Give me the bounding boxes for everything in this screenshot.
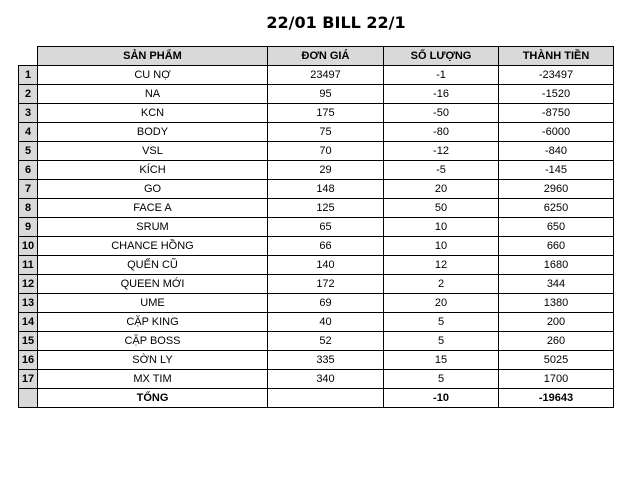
price-cell[interactable]: 66	[268, 237, 384, 256]
amount-cell[interactable]: -840	[499, 142, 614, 161]
amount-cell[interactable]: 650	[499, 218, 614, 237]
table-row	[19, 142, 614, 161]
table-row	[19, 275, 614, 294]
header-product[interactable]: SẢN PHẨM	[38, 47, 268, 66]
row-index-cell[interactable]: 4	[19, 123, 38, 142]
price-cell[interactable]: 40	[268, 313, 384, 332]
table-row	[19, 351, 614, 370]
qty-cell[interactable]: 5	[384, 313, 499, 332]
price-cell[interactable]: 65	[268, 218, 384, 237]
price-cell[interactable]: 75	[268, 123, 384, 142]
qty-cell[interactable]: 5	[384, 370, 499, 389]
qty-cell[interactable]: 12	[384, 256, 499, 275]
row-index-cell[interactable]	[19, 389, 38, 408]
row-index-cell[interactable]: 8	[19, 199, 38, 218]
amount-cell[interactable]: 1680	[499, 256, 614, 275]
price-cell[interactable]: 175	[268, 104, 384, 123]
row-index-cell[interactable]: 1	[19, 66, 38, 85]
amount-cell[interactable]: 260	[499, 332, 614, 351]
product-cell[interactable]: MX TIM	[38, 370, 268, 389]
table-row	[19, 294, 614, 313]
qty-cell[interactable]: -1	[384, 66, 499, 85]
product-cell[interactable]: CU NỢ	[38, 66, 268, 85]
qty-cell[interactable]: 2	[384, 275, 499, 294]
qty-cell[interactable]: 50	[384, 199, 499, 218]
qty-cell[interactable]: -12	[384, 142, 499, 161]
table-row	[19, 180, 614, 199]
row-index-cell[interactable]: 15	[19, 332, 38, 351]
price-cell[interactable]: 140	[268, 256, 384, 275]
price-cell[interactable]: 340	[268, 370, 384, 389]
amount-cell[interactable]: 5025	[499, 351, 614, 370]
amount-cell[interactable]: 6250	[499, 199, 614, 218]
header-amount[interactable]: THÀNH TIỀN	[499, 47, 614, 66]
bill-table	[18, 46, 614, 408]
qty-cell[interactable]: 10	[384, 218, 499, 237]
table-row	[19, 256, 614, 275]
price-cell[interactable]: 69	[268, 294, 384, 313]
price-cell[interactable]: 148	[268, 180, 384, 199]
header-price[interactable]: ĐƠN GIÁ	[268, 47, 384, 66]
table-body	[19, 66, 614, 389]
table-row	[19, 104, 614, 123]
row-index-cell[interactable]: 14	[19, 313, 38, 332]
qty-cell[interactable]: 15	[384, 351, 499, 370]
product-cell[interactable]: CẶP KING	[38, 313, 268, 332]
qty-cell[interactable]: 10	[384, 237, 499, 256]
price-cell[interactable]: 95	[268, 85, 384, 104]
product-cell[interactable]: SRUM	[38, 218, 268, 237]
product-cell[interactable]: NA	[38, 85, 268, 104]
table-row	[19, 237, 614, 256]
table-row	[19, 370, 614, 389]
total-amount[interactable]: -19643	[499, 389, 614, 408]
qty-cell[interactable]: -16	[384, 85, 499, 104]
price-cell[interactable]: 23497	[268, 66, 384, 85]
qty-cell[interactable]: -5	[384, 161, 499, 180]
product-cell[interactable]: SỜN LY	[38, 351, 268, 370]
amount-cell[interactable]: 200	[499, 313, 614, 332]
amount-cell[interactable]: 1700	[499, 370, 614, 389]
table-row	[19, 332, 614, 351]
product-cell[interactable]: QUEEN MỚI	[38, 275, 268, 294]
header-row	[19, 47, 614, 66]
product-cell[interactable]: QUẾN CŨ	[38, 256, 268, 275]
qty-cell[interactable]: 20	[384, 294, 499, 313]
product-cell[interactable]: VSL	[38, 142, 268, 161]
price-cell[interactable]: 335	[268, 351, 384, 370]
row-index-cell[interactable]: 11	[19, 256, 38, 275]
product-cell[interactable]: KÍCH	[38, 161, 268, 180]
amount-cell[interactable]: 344	[499, 275, 614, 294]
total-row	[19, 389, 614, 408]
total-price-cell[interactable]	[268, 389, 384, 408]
amount-cell[interactable]: -6000	[499, 123, 614, 142]
amount-cell[interactable]: 2960	[499, 180, 614, 199]
header-qty[interactable]: SỐ LƯỢNG	[384, 47, 499, 66]
qty-cell[interactable]: -50	[384, 104, 499, 123]
row-index-cell[interactable]: 12	[19, 275, 38, 294]
product-cell[interactable]: CHANCE HỒNG	[38, 237, 268, 256]
corner-cell	[19, 47, 38, 66]
page-title: 22/01 BILL 22/1	[266, 13, 406, 32]
product-cell[interactable]: FACE A	[38, 199, 268, 218]
row-index-cell[interactable]: 6	[19, 161, 38, 180]
product-cell[interactable]: BODY	[38, 123, 268, 142]
qty-cell[interactable]: 20	[384, 180, 499, 199]
price-cell[interactable]: 70	[268, 142, 384, 161]
product-cell[interactable]: GO	[38, 180, 268, 199]
table-row	[19, 85, 614, 104]
table-row	[19, 66, 614, 85]
total-label[interactable]: TỔNG	[38, 389, 268, 408]
row-index-cell[interactable]: 2	[19, 85, 38, 104]
row-index-cell[interactable]: 5	[19, 142, 38, 161]
row-index-cell[interactable]: 16	[19, 351, 38, 370]
amount-cell[interactable]: -145	[499, 161, 614, 180]
price-cell[interactable]: 52	[268, 332, 384, 351]
product-cell[interactable]: CẶP BOSS	[38, 332, 268, 351]
row-index-cell[interactable]: 13	[19, 294, 38, 313]
price-cell[interactable]: 125	[268, 199, 384, 218]
amount-cell[interactable]: 1380	[499, 294, 614, 313]
price-cell[interactable]: 29	[268, 161, 384, 180]
row-index-cell[interactable]: 3	[19, 104, 38, 123]
amount-cell[interactable]: 660	[499, 237, 614, 256]
table-row	[19, 123, 614, 142]
table-row	[19, 199, 614, 218]
table-row	[19, 161, 614, 180]
row-index-cell[interactable]: 7	[19, 180, 38, 199]
qty-cell[interactable]: 5	[384, 332, 499, 351]
row-index-cell[interactable]: 10	[19, 237, 38, 256]
product-cell[interactable]: UME	[38, 294, 268, 313]
table-row	[19, 313, 614, 332]
qty-cell[interactable]: -80	[384, 123, 499, 142]
row-index-cell[interactable]: 17	[19, 370, 38, 389]
total-qty[interactable]: -10	[384, 389, 499, 408]
price-cell[interactable]: 172	[268, 275, 384, 294]
product-cell[interactable]: KCN	[38, 104, 268, 123]
amount-cell[interactable]: -23497	[499, 66, 614, 85]
amount-cell[interactable]: -8750	[499, 104, 614, 123]
table-row	[19, 218, 614, 237]
row-index-cell[interactable]: 9	[19, 218, 38, 237]
amount-cell[interactable]: -1520	[499, 85, 614, 104]
